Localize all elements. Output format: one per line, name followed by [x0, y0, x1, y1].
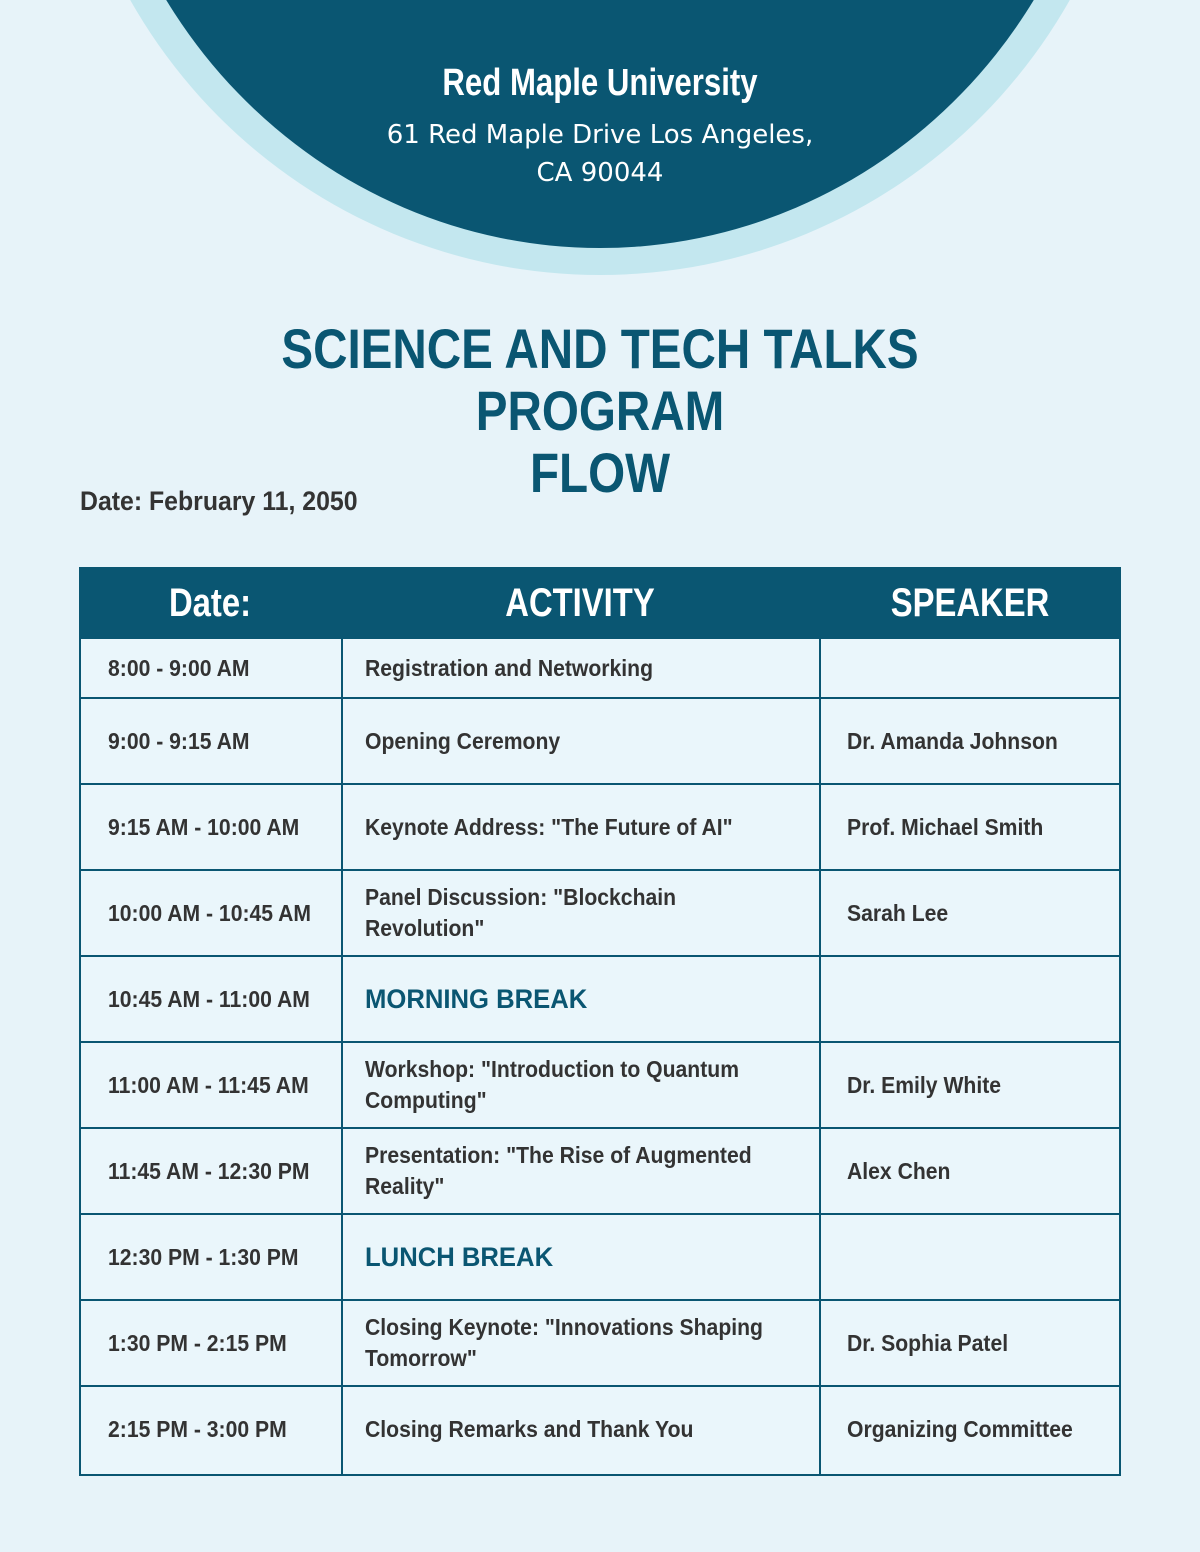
time-cell	[108, 1128, 340, 1214]
time-cell-text: 11:00 AM - 11:45 AM	[108, 1071, 309, 1098]
speaker-cell-text: Alex Chen	[847, 1157, 951, 1184]
time-cell	[108, 1214, 340, 1300]
table-row	[81, 1214, 1119, 1300]
speaker-cell	[847, 1042, 1117, 1128]
table-row	[81, 1128, 1119, 1214]
time-cell	[108, 698, 340, 784]
activity-cell-text: Registration and Networking	[365, 655, 654, 681]
time-cell	[108, 870, 340, 956]
speaker-cell	[847, 1128, 1117, 1214]
activity-cell	[365, 698, 815, 784]
speaker-cell	[847, 1300, 1117, 1386]
time-cell	[108, 1386, 340, 1472]
time-cell-text: 10:45 AM - 11:00 AM	[108, 985, 310, 1012]
speaker-cell	[847, 1386, 1117, 1472]
activity-cell	[365, 870, 815, 956]
activity-cell-text: Closing Keynote: "Innovations Shaping Tomorrow"	[365, 1314, 763, 1371]
table-row	[81, 784, 1119, 870]
activity-cell	[365, 1128, 815, 1214]
table-row	[81, 698, 1119, 784]
time-cell-text: 9:00 - 9:15 AM	[108, 727, 250, 754]
speaker-cell	[847, 956, 1117, 1042]
activity-cell-text: Workshop: "Introduction to Quantum Computing"	[365, 1056, 740, 1113]
event-date: Date: February 11, 2050	[80, 486, 358, 516]
speaker-cell-text: Dr. Amanda Johnson	[847, 727, 1058, 754]
time-cell	[108, 956, 340, 1042]
speaker-cell	[847, 870, 1117, 956]
time-cell-text: 11:45 AM - 12:30 PM	[108, 1157, 310, 1184]
program-table	[79, 567, 1121, 1476]
activity-cell-text: Panel Discussion: "Blockchain Revolution"	[365, 884, 677, 941]
activity-cell	[365, 1386, 815, 1472]
table-row	[81, 870, 1119, 956]
time-cell	[108, 639, 340, 698]
activity-cell-text: Closing Remarks and Thank You	[365, 1415, 694, 1442]
time-cell-text: 1:30 PM - 2:15 PM	[108, 1329, 287, 1356]
header-speaker: SPEAKER	[890, 581, 1050, 625]
university-address	[350, 116, 850, 192]
title-line-1: SCIENCE AND TECH TALKS PROGRAM	[281, 317, 919, 442]
speaker-cell	[847, 784, 1117, 870]
speaker-cell-text: Prof. Michael Smith	[847, 813, 1044, 840]
activity-cell	[365, 1214, 815, 1300]
activity-cell-text: Presentation: "The Rise of Augmented Reality"	[365, 1142, 752, 1199]
activity-cell	[365, 639, 815, 698]
table-header	[79, 567, 1121, 639]
table-row	[81, 639, 1119, 698]
speaker-cell-text: Organizing Committee	[847, 1415, 1073, 1442]
time-cell-text: 9:15 AM - 10:00 AM	[108, 813, 300, 840]
table-row	[81, 1042, 1119, 1128]
speaker-cell	[847, 639, 1117, 698]
header-date: Date:	[168, 581, 252, 625]
time-cell	[108, 1042, 340, 1128]
time-cell-text: 10:00 AM - 10:45 AM	[108, 899, 312, 926]
time-cell	[108, 784, 340, 870]
speaker-cell	[847, 1214, 1117, 1300]
title-line-2: FLOW	[529, 441, 671, 504]
table-row	[81, 1386, 1119, 1472]
table-body	[79, 639, 1121, 1476]
address-line-2: CA 90044	[536, 158, 664, 188]
university-name: Red Maple University	[442, 62, 758, 104]
activity-cell	[365, 1300, 815, 1386]
time-cell-text: 12:30 PM - 1:30 PM	[108, 1243, 299, 1270]
activity-cell-text: Opening Ceremony	[365, 727, 561, 754]
header-activity: ACTIVITY	[505, 581, 655, 625]
activity-cell-text: MORNING BREAK	[365, 983, 588, 1014]
speaker-cell	[847, 698, 1117, 784]
speaker-cell-text: Dr. Sophia Patel	[847, 1329, 1009, 1356]
activity-cell	[365, 956, 815, 1042]
page-title	[218, 318, 983, 504]
time-cell-text: 8:00 - 9:00 AM	[108, 655, 250, 681]
speaker-cell-text: Dr. Emily White	[847, 1071, 1002, 1098]
activity-cell	[365, 784, 815, 870]
activity-cell-text: LUNCH BREAK	[365, 1241, 554, 1272]
table-row	[81, 956, 1119, 1042]
activity-cell	[365, 1042, 815, 1128]
address-line-1: 61 Red Maple Drive Los Angeles,	[386, 120, 814, 150]
activity-cell-text: Keynote Address: "The Future of AI"	[365, 813, 733, 840]
speaker-cell-text: Sarah Lee	[847, 899, 949, 926]
time-cell-text: 2:15 PM - 3:00 PM	[108, 1415, 287, 1442]
table-row	[81, 1300, 1119, 1386]
time-cell	[108, 1300, 340, 1386]
